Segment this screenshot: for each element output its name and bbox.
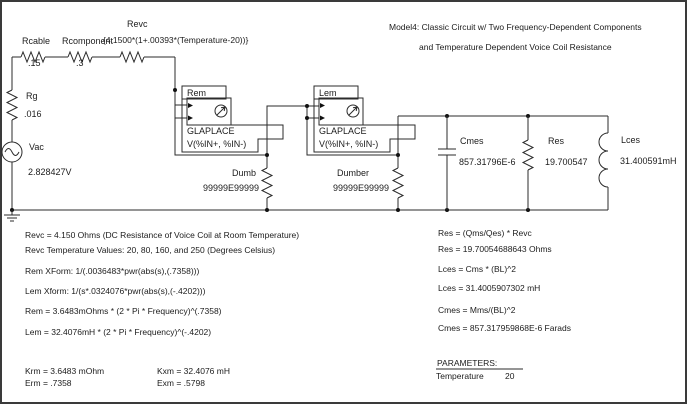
parameters-heading: PARAMETERS: bbox=[437, 358, 498, 368]
inductor-lces[interactable] bbox=[599, 116, 677, 210]
component-value: .3 bbox=[76, 58, 84, 68]
resistor-icon bbox=[7, 90, 17, 120]
block-expression: V(%IN+, %IN-) bbox=[319, 139, 379, 149]
component-value: {4.1500*(1+.00393*(Temperature-20))} bbox=[103, 35, 249, 45]
title-line-2: and Temperature Dependent Voice Coil Resistance bbox=[419, 42, 612, 52]
resistor-dumb[interactable] bbox=[203, 168, 272, 198]
parameter-value: 20 bbox=[505, 371, 515, 381]
resistor-res[interactable] bbox=[523, 116, 588, 210]
junction-dot bbox=[265, 153, 269, 157]
component-label: Lem bbox=[319, 88, 337, 98]
note-line: Cmes = 857.317959868E-6 Farads bbox=[438, 323, 572, 333]
input-pin-icon bbox=[188, 103, 193, 108]
resistor-revc[interactable] bbox=[103, 19, 248, 62]
parameters-block[interactable] bbox=[436, 358, 523, 381]
resistor-icon bbox=[262, 168, 272, 198]
ground-symbol bbox=[4, 210, 20, 221]
note-line: Rem = 3.6483mOhms * (2 * Pi * Frequency)^(.7358) bbox=[25, 306, 222, 316]
component-value: 99999E99999 bbox=[203, 183, 260, 193]
junction-dot bbox=[265, 208, 269, 212]
device-box bbox=[187, 98, 231, 125]
component-value: 31.400591mH bbox=[620, 156, 677, 166]
component-value: .016 bbox=[24, 109, 42, 119]
component-label: Rem bbox=[187, 88, 207, 98]
source-arrow-icon bbox=[217, 107, 225, 115]
source-arrow-icon bbox=[349, 107, 357, 115]
component-label: Rcable bbox=[22, 36, 51, 46]
component-label: Lces bbox=[621, 135, 641, 145]
lem-output-wire bbox=[307, 118, 398, 155]
note-line: Revc = 4.150 Ohms (DC Resistance of Voice Coil at Room Temperature) bbox=[25, 230, 300, 240]
block-type: GLAPLACE bbox=[319, 126, 367, 136]
note-line: Revc Temperature Values: 20, 80, 160, and 250 (Degrees Celsius) bbox=[25, 245, 276, 255]
resistor-rg[interactable] bbox=[7, 90, 42, 120]
component-label: Rg bbox=[26, 91, 38, 101]
inductor-icon bbox=[599, 133, 608, 187]
ground-icon bbox=[4, 210, 20, 221]
lem-pin-stubs bbox=[307, 106, 319, 118]
image-border bbox=[1, 1, 686, 403]
parameter-name: Temperature bbox=[436, 371, 484, 381]
abm-block-rem[interactable] bbox=[182, 86, 283, 152]
junction-dot bbox=[173, 88, 177, 92]
dumb-column-wire bbox=[267, 106, 307, 210]
resistor-rcable[interactable] bbox=[21, 36, 50, 68]
note-line: Lem Xform: 1/(s*.0324076*pwr(abs(s),(-.4202))) bbox=[25, 286, 206, 296]
constant-kxm: Kxm = 32.4076 mH bbox=[157, 366, 230, 376]
component-label: Res bbox=[548, 136, 565, 146]
note-line: Cmes = Mms/(BL)^2 bbox=[438, 305, 516, 315]
component-label: Dumb bbox=[232, 168, 257, 178]
component-label: Revc bbox=[127, 19, 148, 29]
resistor-icon bbox=[523, 140, 533, 170]
component-value: 99999E99999 bbox=[333, 183, 390, 193]
block-expression: V(%IN+, %IN-) bbox=[187, 139, 247, 149]
component-label: Vac bbox=[29, 142, 44, 152]
constant-krm: Krm = 3.6483 mOhm bbox=[25, 366, 105, 376]
component-value: .15 bbox=[28, 58, 41, 68]
input-pin-icon bbox=[320, 103, 325, 108]
component-value: 857.31796E-6 bbox=[459, 157, 516, 167]
junction-dot bbox=[396, 153, 400, 157]
input-pin-icon bbox=[188, 116, 193, 121]
note-line: Lem = 32.4076mH * (2 * Pi * Frequency)^(-.4202) bbox=[25, 327, 212, 337]
capacitor-cmes[interactable] bbox=[438, 116, 516, 210]
block-type: GLAPLACE bbox=[187, 126, 235, 136]
resistor-icon bbox=[120, 52, 144, 62]
junction-dot bbox=[305, 116, 309, 120]
schematic-title bbox=[389, 22, 642, 52]
input-pin-icon bbox=[320, 116, 325, 121]
component-label: Dumber bbox=[337, 168, 370, 178]
wires bbox=[10, 57, 608, 212]
junction-dot bbox=[305, 104, 309, 108]
resistor-icon bbox=[393, 168, 403, 198]
note-line: Lces = Cms * (BL)^2 bbox=[438, 264, 516, 274]
constant-exm: Exm = .5798 bbox=[157, 378, 205, 388]
capacitor-icon bbox=[438, 149, 456, 155]
abm-block-lem[interactable] bbox=[314, 86, 415, 152]
notes-left bbox=[25, 230, 299, 388]
notes-right bbox=[438, 228, 571, 333]
sine-wave-icon bbox=[5, 149, 19, 156]
note-line: Rem XForm: 1/(.0036483*pwr(abs(s),(.7358))) bbox=[25, 266, 200, 276]
rem-pin-stubs bbox=[175, 105, 187, 118]
component-label: Rcomponent bbox=[62, 36, 114, 46]
component-label: Cmes bbox=[460, 136, 484, 146]
note-line: Res = (Qms/Qes) * Revc bbox=[438, 228, 532, 238]
title-line-1: Model4: Classic Circuit w/ Two Frequency-Dependent Components bbox=[389, 22, 642, 32]
component-value: 2.828427V bbox=[28, 167, 72, 177]
device-box bbox=[319, 98, 363, 125]
resistor-dumber[interactable] bbox=[333, 168, 403, 198]
constant-erm: Erm = .7358 bbox=[25, 378, 72, 388]
note-line: Res = 19.70054688643 Ohms bbox=[438, 244, 552, 254]
note-line: Lces = 31.4005907302 mH bbox=[438, 283, 541, 293]
junction-dot bbox=[396, 208, 400, 212]
component-value: 19.700547 bbox=[545, 157, 588, 167]
